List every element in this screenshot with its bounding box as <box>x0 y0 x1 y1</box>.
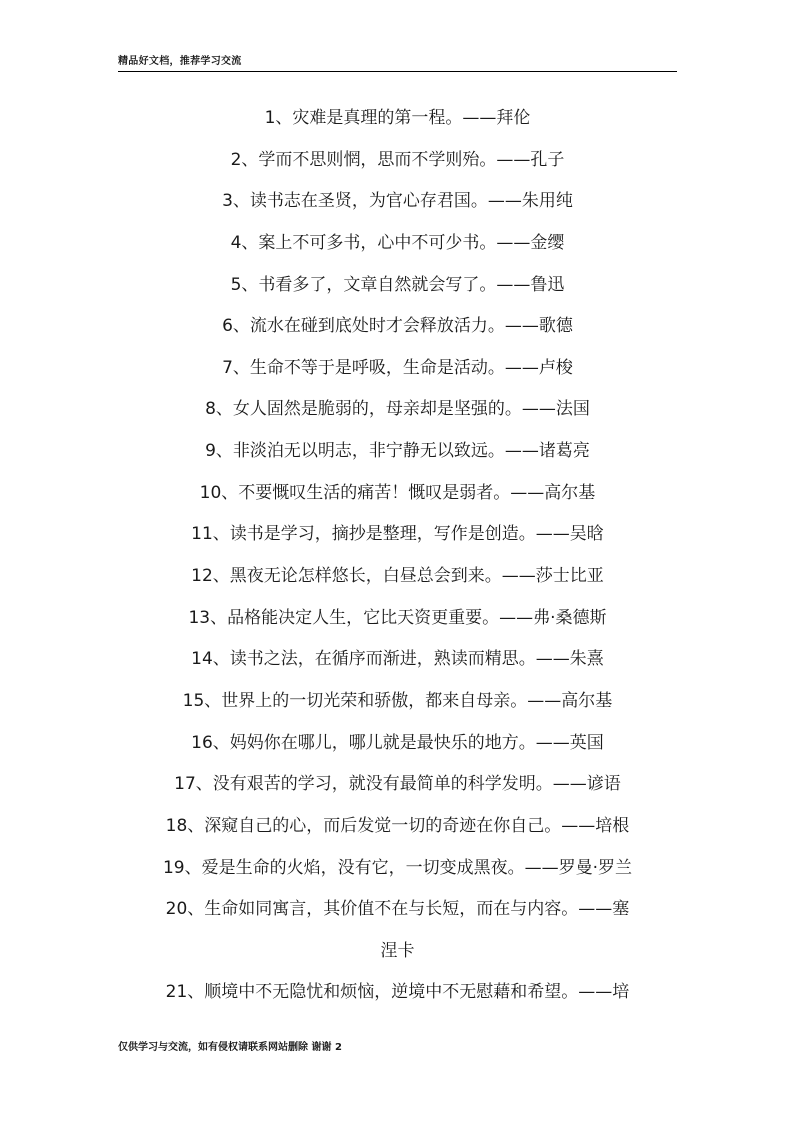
quote-line: 13、品格能决定人生，它比天资更重要。——弗·桑德斯 <box>188 607 607 628</box>
quote-list <box>118 98 677 1014</box>
quote-line: 15、世界上的一切光荣和骄傲，都来自母亲。——高尔基 <box>182 690 613 711</box>
quote-line: 20、生命如同寓言，其价值不在与长短，而在与内容。——塞 <box>165 899 630 920</box>
page-header: 精品好文档，推荐学习交流 <box>118 55 677 72</box>
quote-line: 11、读书是学习，摘抄是整理，写作是创造。——吴晗 <box>191 524 604 545</box>
quote-line: 14、读书之法，在循序而渐进，熟读而精思。——朱熹 <box>191 649 604 670</box>
quote-line: 9、非淡泊无以明志，非宁静无以致远。——诸葛亮 <box>205 441 590 462</box>
quote-line: 10、不要慨叹生活的痛苦！慨叹是弱者。——高尔基 <box>199 482 596 503</box>
quote-line: 4、案上不可多书，心中不可少书。——金缨 <box>230 232 565 253</box>
page-footer: 仅供学习与交流，如有侵权请联系网站删除 谢谢 2 <box>118 1042 342 1053</box>
quote-line: 2、学而不思则惘，思而不学则殆。——孔子 <box>230 149 565 170</box>
quote-line: 19、爱是生命的火焰，没有它，一切变成黑夜。——罗曼·罗兰 <box>162 857 633 878</box>
quote-line: 3、读书志在圣贤，为官心存君国。——朱用纯 <box>222 191 573 212</box>
quote-line: 12、黑夜无论怎样悠长，白昼总会到来。——莎士比亚 <box>191 566 604 587</box>
quote-line: 6、流水在碰到底处时才会释放活力。——歌德 <box>222 316 573 337</box>
quote-line: 5、书看多了，文章自然就会写了。——鲁迅 <box>230 274 565 295</box>
quote-line: 17、没有艰苦的学习，就没有最简单的科学发明。——谚语 <box>174 774 621 795</box>
quote-line: 16、妈妈你在哪儿，哪儿就是最快乐的地方。——英国 <box>191 732 604 753</box>
quote-line: 7、生命不等于是呼吸，生命是活动。——卢梭 <box>222 357 573 378</box>
quote-line: 8、女人固然是脆弱的，母亲却是坚强的。——法国 <box>205 399 590 420</box>
quote-line: 21、顺境中不无隐忧和烦恼，逆境中不无慰藉和希望。——培 <box>165 982 630 1003</box>
quote-line: 1、灾难是真理的第一程。——拜伦 <box>264 108 531 128</box>
quote-line: 18、深窥自己的心，而后发觉一切的奇迹在你自己。——培根 <box>165 815 630 836</box>
quote-line-continuation: 涅卡 <box>380 940 415 961</box>
